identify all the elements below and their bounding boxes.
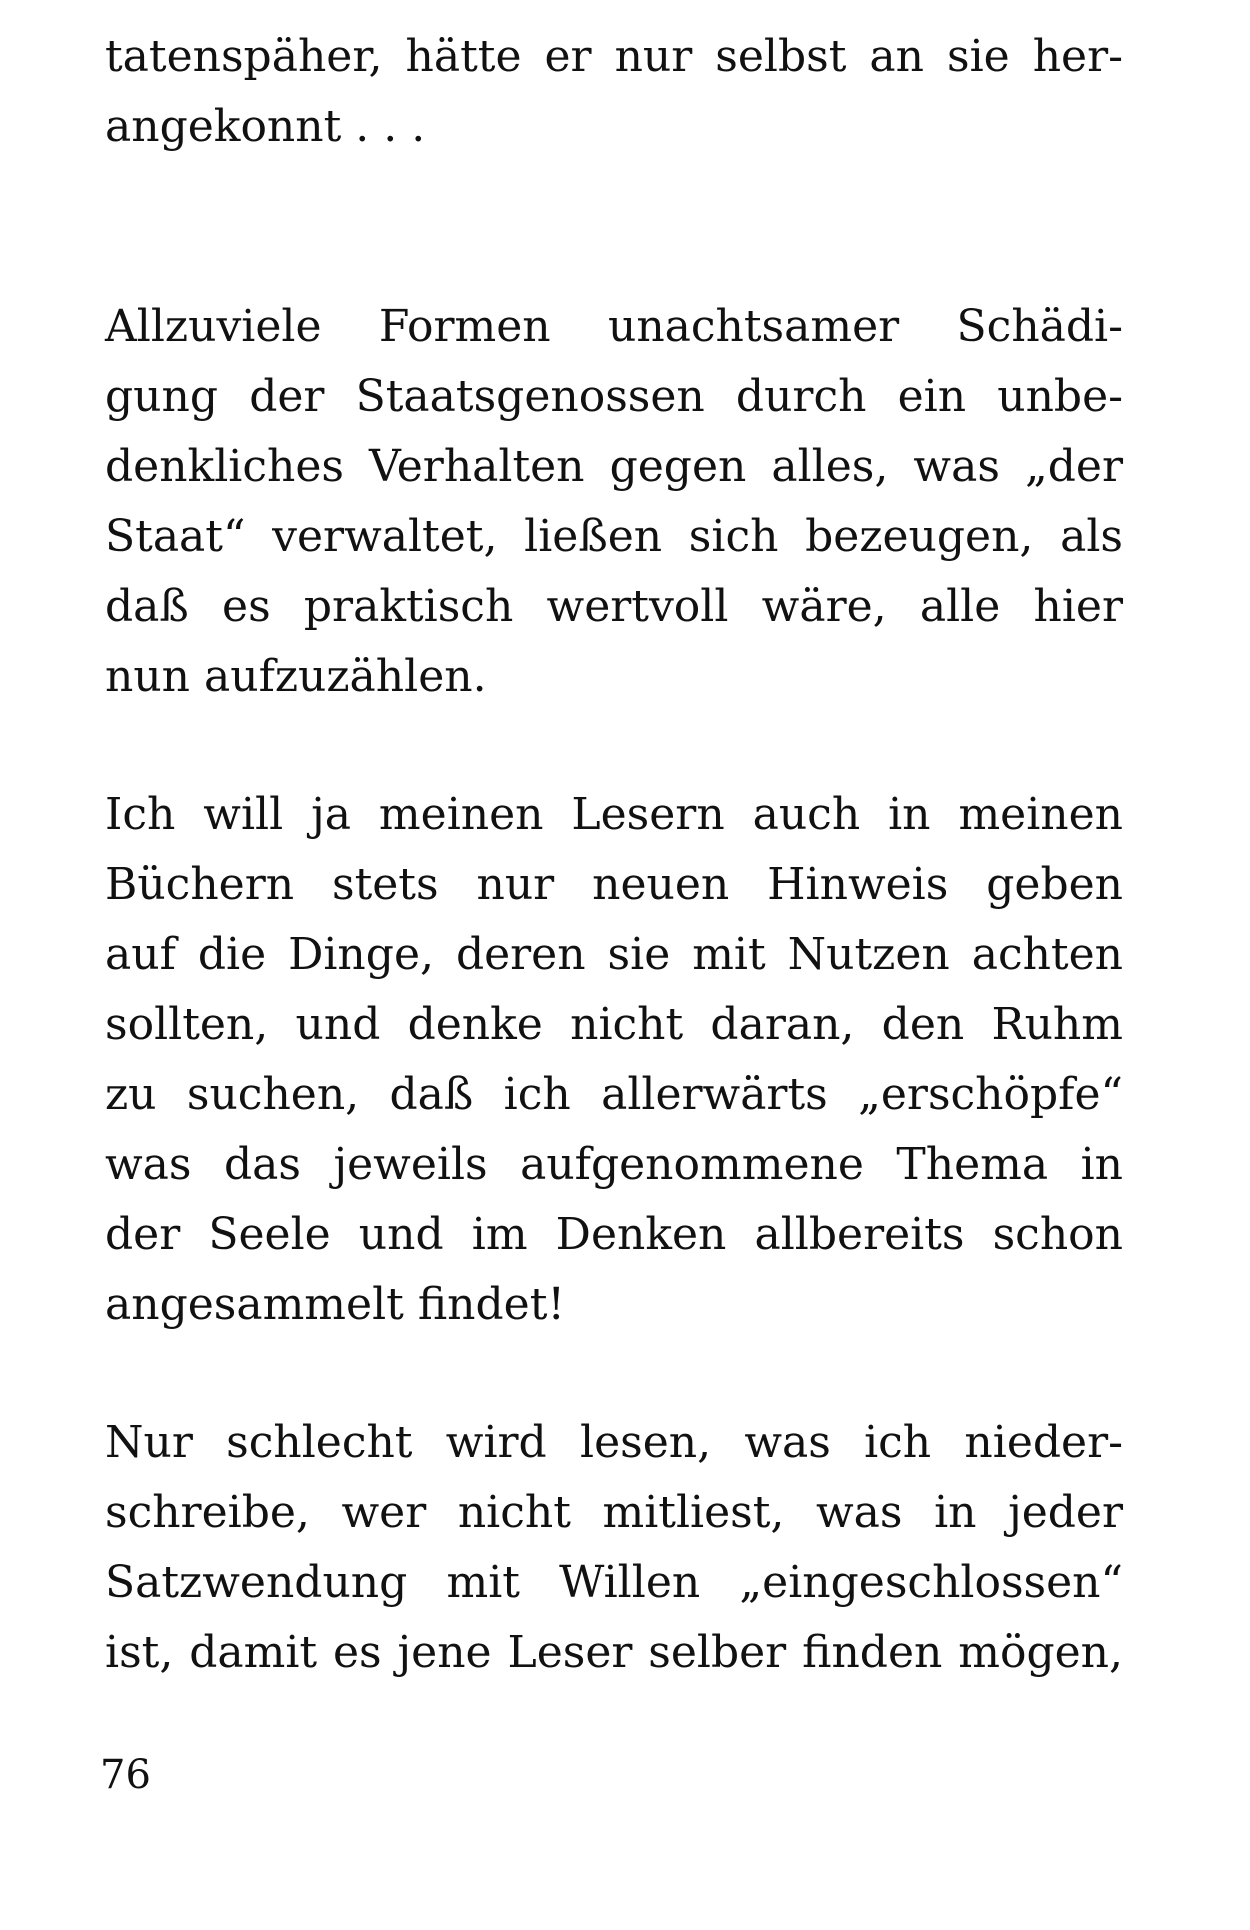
text-line: tatenspäher, hätte er nur selbst an sie her- bbox=[105, 31, 1123, 82]
text-line: sollten, und denke nicht daran, den Ruhm bbox=[105, 999, 1123, 1050]
text-line: daß es praktisch wertvoll wäre, alle hier bbox=[105, 581, 1123, 632]
text-line: Satzwendung mit Willen „eingeschlossen“ bbox=[105, 1557, 1123, 1608]
text-line: ist, damit es jene Leser selber finden mögen, bbox=[105, 1627, 1123, 1678]
text-line: gung der Staatsgenossen durch ein unbe- bbox=[105, 371, 1123, 422]
page-number: 76 bbox=[100, 1752, 151, 1798]
text-line: nun aufzuzählen. bbox=[105, 651, 487, 702]
text-line: denkliches Verhalten gegen alles, was „der bbox=[105, 441, 1123, 492]
text-line: angekonnt . . . bbox=[105, 101, 426, 152]
text-line: Büchern stets nur neuen Hinweis geben bbox=[105, 859, 1123, 910]
text-line: angesammelt findet! bbox=[105, 1279, 566, 1330]
text-line: auf die Dinge, deren sie mit Nutzen achten bbox=[105, 929, 1123, 980]
text-line: Staat“ verwaltet, ließen sich bezeugen, als bbox=[105, 511, 1123, 562]
text-line: schreibe, wer nicht mitliest, was in jeder bbox=[105, 1487, 1123, 1538]
text-line: Allzuviele Formen unachtsamer Schädi- bbox=[105, 301, 1123, 352]
text-line: was das jeweils aufgenommene Thema in bbox=[105, 1139, 1123, 1190]
text-line: Ich will ja meinen Lesern auch in meinen bbox=[105, 789, 1123, 840]
text-line: Nur schlecht wird lesen, was ich nieder- bbox=[105, 1417, 1123, 1468]
text-line: zu suchen, daß ich allerwärts „erschöpfe“ bbox=[105, 1069, 1123, 1120]
text-line: der Seele und im Denken allbereits schon bbox=[105, 1209, 1123, 1260]
